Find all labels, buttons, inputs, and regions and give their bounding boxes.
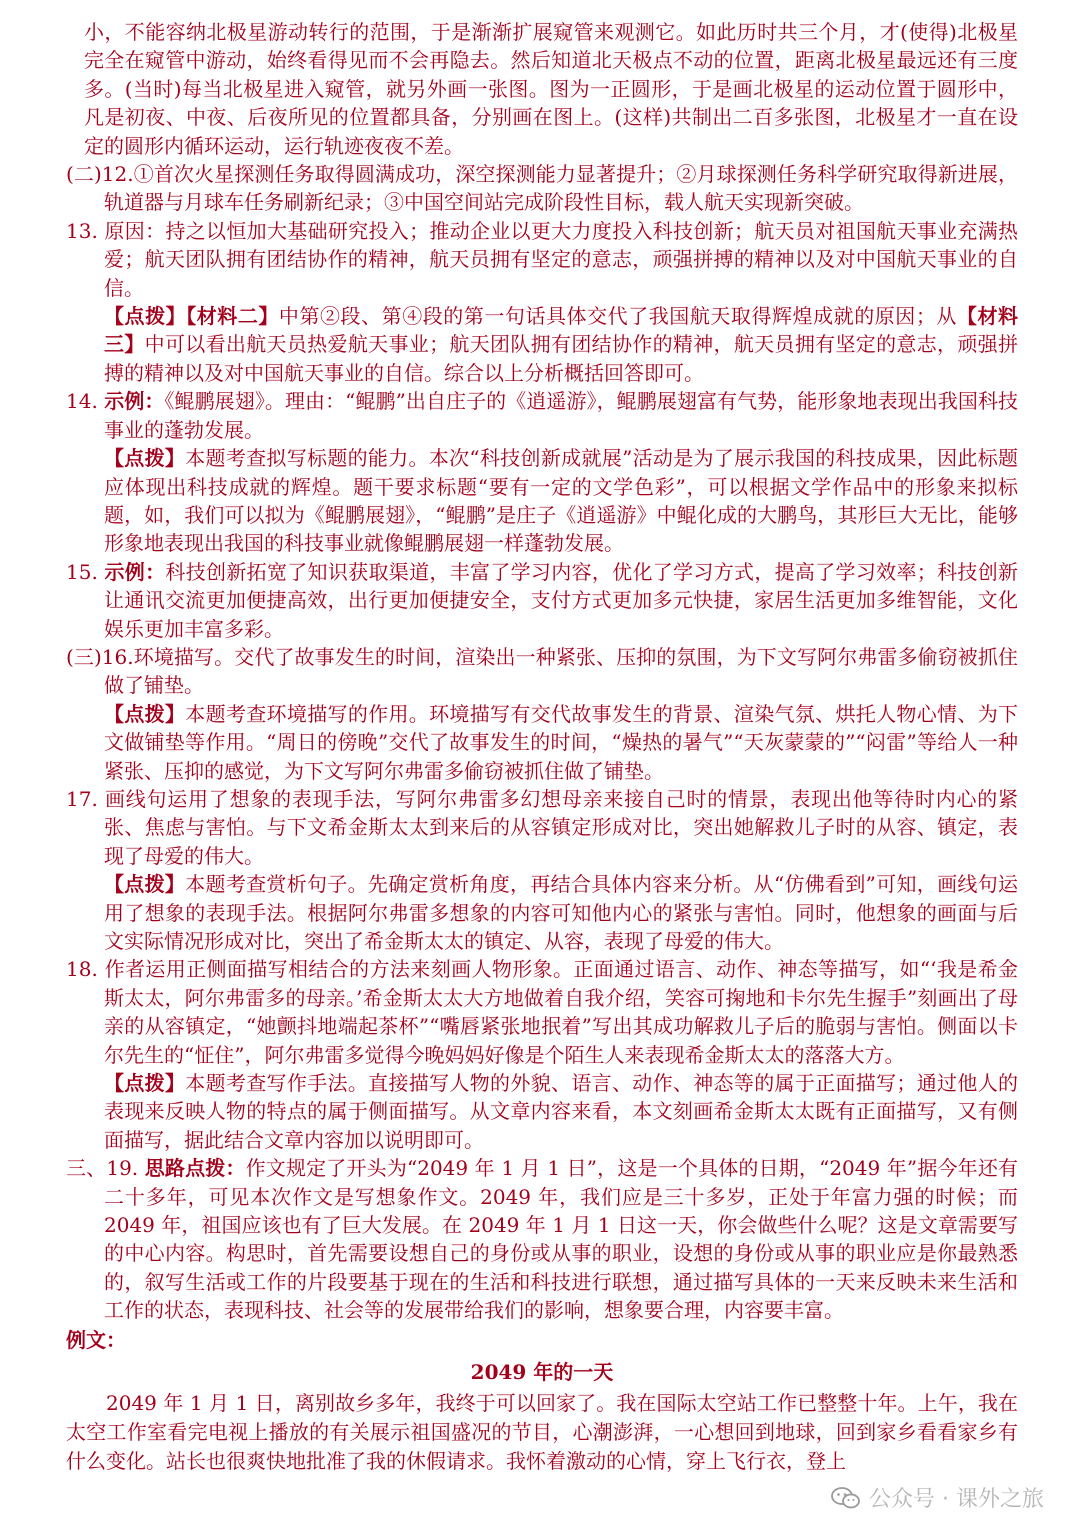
tip-text: 中第②段、第④段的第一句话具体交代了我国航天取得辉煌成就的原因；从 [278,304,957,329]
tip-text: 本题考查赏析句子。先确定赏析角度，再结合具体内容来分析。从“仿佛看到”可知，画线句运用了想象的表现手法。根据阿尔弗雷多想象的内容可知他内心的紧张与害怕。同时，他想象的画面与后文实际情况形成对比，突出了希金斯太太的镇定、从容，表现了母爱的伟大。 [104,872,1019,953]
question-number: 14. [66,389,98,414]
answer-15 [66,558,1018,643]
watermark [831,1482,1044,1513]
tip-text: 本题考查拟写标题的能力。本次“科技创新成就展”活动是为了展示我国的科技成果，因此标题应体现出科技成就的辉煌。题干要求标题“要有一定的文学色彩”，可以根据文学作品中的形象来拟标题，如，我们可以拟为《鲲鹏展翅》，“鲲鹏”是庄子《逍遥游》中鲲化成的大鹏鸟，其形巨大无比，能够形象地表现出我国的科技事业就像鲲鹏展翅一样蓬勃发展。 [104,446,1019,556]
tip-label: 【点拨】 [104,872,186,897]
thinking-tip-label: 思路点拨： [144,1156,246,1181]
tip-label: 【点拨】 [104,304,187,329]
answer-16 [66,643,1018,700]
question-number: 15. [66,559,98,584]
material-label: 【材料二】 [186,304,279,329]
tip-18 [66,1069,1018,1154]
tip-14 [66,444,1018,558]
question-number: 三、19. [66,1156,139,1181]
answer-text: 作者运用正侧面描写相结合的方法来刻画人物形象。正面通过语言、动作、神态等描写，如“‘我是希金斯太太，阿尔弗雷多的母亲。’希金斯太太大方地做着自我介绍，笑容可掬地和卡尔先生握手”刻画出了母亲的从容镇定，“她颤抖地端起茶杯”“嘴唇紧张地抿着”写出其成功解救儿子后的脆弱与害怕。侧面以卡尔先生的“怔住”，阿尔弗雷多觉得今晚妈妈好像是个陌生人来表现希金斯太太的落落大方。 [104,957,1018,1067]
tip-text: 本题考查环境描写的作用。环境描写有交代故事发生的背景、渲染气氛、烘托人物心情、为下文做铺垫等作用。“周日的傍晚”交代了故事发生的时间，“燥热的暑气”“天灰蒙蒙的”“闷雷”等给人一种紧张、压抑的感觉，为下文写阿尔弗雷多偷窃被抓住做了铺垫。 [104,701,1019,783]
question-number: 18. [66,957,98,982]
watermark-text: 公众号 · 课外之旅 [869,1487,1044,1512]
question-number: (二)12. [66,162,134,187]
tip-16 [66,700,1018,785]
translation-paragraph: 小，不能容纳北极星游动转行的范围，于是渐渐扩展窥管来观测它。如此历时共三个月，才(使得)北极星完全在窥管中游动，始终看得见而不会再隐去。然后知道北天极点不动的位置，距离北极星最远还有三度多。(当时)每当北极星进入窥管，就另外画一张图。图为一正圆形，于是画北极星的运动位置于圆形中，凡是初夜、中夜、后夜所见的位置都具备，分别画在图上。(这样)共制出二百多张图，北极星才一直在设定的圆形内循环运动，运行轨迹夜夜不差。 [84,20,1018,158]
material-label: 【材料三】 [104,304,1019,357]
tip-13 [66,302,1018,387]
answer-text: 画线句运用了想象的表现手法，写阿尔弗雷多幻想母亲来接自己时的情景，表现出他等待时内心的紧张、焦虑与害怕。与下文希金斯太太到来后的从容镇定形成对比，突出她解救儿子时的从容、镇定，表现了母爱的伟大。 [104,786,1019,868]
question-number: (三)16. [66,644,134,669]
answer-18 [66,955,1018,1069]
question-number: 13. [66,218,98,243]
answer-text: ①首次火星探测任务取得圆满成功，深空探测能力显著提升；②月球探测任务科学研究取得新进展，轨道器与月球车任务刷新纪录；③中国空间站完成阶段性目标，载人航天实现新突破。 [104,162,1019,215]
tip-label: 【点拨】 [104,446,186,471]
tip-label: 【点拨】 [104,1071,186,1096]
answer-text: 环境描写。交代了故事发生的时间，渲染出一种紧张、压抑的氛围，为下文写阿尔弗雷多偷窃被抓住做了铺垫。 [104,644,1019,698]
essay-body: 2049 年 1 月 1 日，离别故乡多年，我终于可以回家了。我在国际太空站工作已整整十年。上午，我在太空工作室看完电视上播放的有关展示祖国盛况的节目，心潮澎湃，一心想回到地球，回到家乡看看家乡有什么变化。站长也很爽快地批准了我的休假请求。我怀着激动的心情，穿上飞行衣，登上 [66,1390,1018,1473]
answer-text: 原因：持之以恒加大基础研究投入；推动企业以更大力度投入科技创新；航天员对祖国航天事业充满热爱；航天团队拥有团结协作的精神，航天员拥有坚定的意志，顽强拼搏的精神以及对中国航天事业的自信。 [104,218,1019,300]
question-number: 17. [66,786,98,811]
tip-text: 本题考查写作手法。直接描写人物的外貌、语言、动作、神态等的属于正面描写；通过他人的表现来反映人物的特点的属于侧面描写。从文章内容来看，本文刻画希金斯太太既有正面描写，又有侧面描写，据此结合文章内容加以说明即可。 [104,1071,1019,1152]
answer-14 [66,387,1018,444]
answer-12 [66,160,1018,217]
tip-17 [66,870,1018,955]
answer-13 [66,217,1018,302]
answer-text: 《鲲鹏展翅》。理由：“鲲鹏”出自庄子的《逍遥游》，鲲鹏展翅富有气势，能形象地表现出我国科技事业的蓬勃发展。 [104,389,1019,442]
example-label: 示例： [104,559,166,584]
tip-label: 【点拨】 [104,701,186,726]
answer-text: 作文规定了开头为“2049 年 1 月 1 日”，这是一个具体的日期，“2049 年”据今年还有二十多年，可见本次作文是写想象作文。2049 年，我们应是三十多岁，正处于年富力强的时候；而 2049 年，祖国应该也有了巨大发展。在 2049 年 1 月 1 日这一天，你会做些什么呢？这是文章需要写的中心内容。构思时，首先需要设想自己的身份或从事的职业，设想的身份或从事的职业应是你最熟悉的，叙写生活或工作的片段要基于现在的生活和科技进行联想，通过描写具体的一天来反映未来生活和工作的状态，表现科技、社会等的发展带给我们的影响，想象要合理，内容要丰富。 [104,1156,1019,1323]
answer-17 [66,785,1018,870]
answer-text: 科技创新拓宽了知识获取渠道，丰富了学习内容，优化了学习方式，提高了学习效率；科技创新让通讯交流更加便捷高效，出行更加便捷安全，支付方式更加多元快捷，家居生活更加多维智能，文化娱乐更加丰富多彩。 [104,559,1019,641]
tip-text: 中可以看出航天员热爱航天事业；航天团队拥有团结协作的精神，航天员拥有坚定的意志，顽强拼搏的精神以及对中国航天事业的自信。综合以上分析概括回答即可。 [104,332,1019,385]
example-essay-heading: 例文： [66,1327,126,1352]
wechat-icon [831,1486,861,1510]
essay-title: 2049 年的一天 [470,1359,614,1384]
example-label: 示例： [104,389,165,414]
answer-19 [66,1154,1018,1324]
